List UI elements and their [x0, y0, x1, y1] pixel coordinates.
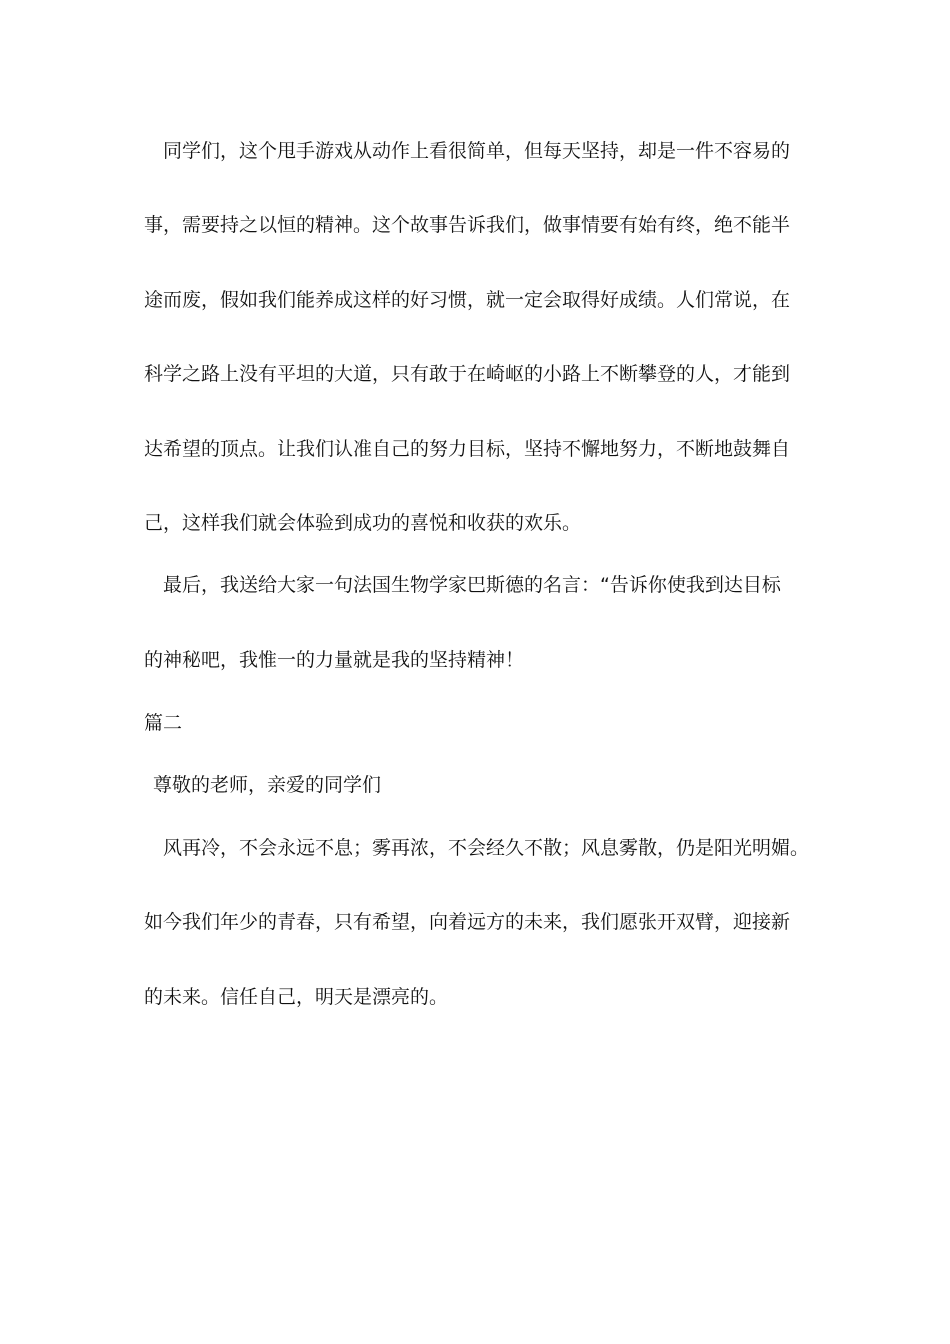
paragraph-line: 同学们，这个甩手游戏从动作上看很简单，但每天坚持，却是一件不容易的	[163, 140, 791, 162]
paragraph-line: 达希望的顶点。让我们认准自己的努力目标，坚持不懈地努力，不断地鼓舞自	[144, 438, 791, 460]
section-heading: 篇二	[144, 712, 183, 734]
paragraph-line: 事，需要持之以恒的精神。这个故事告诉我们，做事情要有始有终，绝不能半	[144, 214, 791, 236]
paragraph-line: 科学之路上没有平坦的大道，只有敢于在崎岖的小路上不断攀登的人，才能到	[144, 363, 791, 385]
paragraph-line: 的神秘吧，我惟一的力量就是我的坚持精神！	[144, 649, 525, 671]
paragraph-line: 的未来。信任自己，明天是漂亮的。	[144, 986, 449, 1008]
paragraph-line: 最后，我送给大家一句法国生物学家巴斯德的名言：“告诉你使我到达目标	[163, 574, 781, 596]
paragraph-line: 如今我们年少的青春，只有希望，向着远方的未来，我们愿张开双臂，迎接新	[144, 911, 791, 933]
paragraph-line: 途而废，假如我们能养成这样的好习惯，就一定会取得好成绩。人们常说，在	[144, 289, 791, 311]
greeting-line: 尊敬的老师，亲爱的同学们	[153, 774, 382, 796]
paragraph-line: 风再冷，不会永远不息；雾再浓，不会经久不散；风息雾散，仍是阳光明媚。	[163, 837, 810, 859]
paragraph-line: 己，这样我们就会体验到成功的喜悦和收获的欢乐。	[144, 512, 582, 534]
